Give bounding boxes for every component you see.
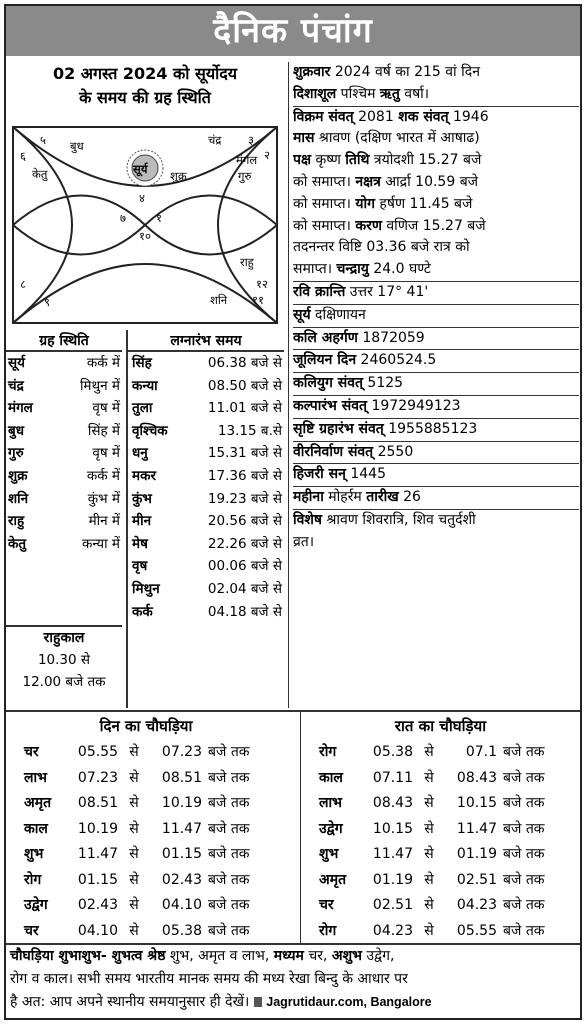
start-time: 04.23 bbox=[372, 922, 413, 939]
lagna-time: 11.01 बजे से bbox=[207, 400, 282, 417]
separator: से bbox=[424, 820, 434, 837]
house-number: २ bbox=[264, 148, 270, 162]
table-row bbox=[6, 868, 286, 894]
planet-lagna-columns bbox=[6, 330, 284, 708]
choghadiya-name: काल bbox=[24, 820, 48, 837]
suffix: बजे तक bbox=[503, 769, 545, 786]
separator: से bbox=[129, 846, 139, 862]
end-time: 07.23 bbox=[161, 744, 202, 760]
end-time: 01.19 bbox=[456, 846, 497, 862]
table-row bbox=[128, 488, 284, 511]
panchang-line: हिजरी सन् 1445 bbox=[293, 466, 387, 483]
start-time: 11.47 bbox=[77, 846, 118, 862]
footer-note bbox=[6, 943, 580, 1014]
planet-sign: मीन में bbox=[88, 513, 120, 530]
choghadiya-name: उद्वेग bbox=[24, 897, 48, 913]
kundli-title-line1: 02 अगस्त 2024 को सूर्योदय bbox=[52, 64, 238, 83]
table-row bbox=[6, 465, 122, 488]
end-time: 04.23 bbox=[456, 897, 497, 913]
choghadiya-name: रोग bbox=[24, 871, 42, 888]
choghadiya-name: रोग bbox=[319, 922, 337, 939]
raat-choghadiya bbox=[300, 712, 580, 944]
lagna-time: 22.26 बजे से bbox=[207, 535, 282, 552]
planet-shani: शनि bbox=[210, 293, 228, 307]
table-row bbox=[128, 442, 284, 465]
planet-name: बुध bbox=[8, 422, 25, 439]
house-number: ५ bbox=[40, 133, 46, 147]
planet-name: केतु bbox=[8, 535, 27, 552]
suffix: बजे तक bbox=[503, 846, 545, 862]
house-number: ९ bbox=[44, 295, 50, 309]
planet-name: शुक्र bbox=[8, 467, 28, 484]
table-row bbox=[128, 578, 284, 601]
planet-guru: गुरु bbox=[238, 169, 252, 183]
table-row bbox=[128, 601, 284, 624]
end-time: 11.47 bbox=[456, 820, 497, 837]
choghadiya-name: उद्वेग bbox=[319, 820, 343, 837]
house-number: १ bbox=[156, 211, 162, 225]
lagna-name: कर्क bbox=[132, 603, 153, 620]
table-row bbox=[6, 919, 286, 945]
lagna-name: वृश्चिक bbox=[132, 422, 168, 439]
planet-mangal: मंगल bbox=[236, 153, 258, 167]
planet-sign: कर्क में bbox=[86, 355, 120, 371]
choghadiya-name: शुभ bbox=[319, 846, 339, 862]
table-row bbox=[128, 533, 284, 556]
raat-choghadiya-heading: रात का चौघड़िया bbox=[394, 717, 487, 735]
planet-rahu: राहु bbox=[240, 255, 254, 269]
house-number: ३ bbox=[248, 133, 254, 147]
panchang-line: दिशाशूल पश्चिम ऋतु वर्षा। bbox=[293, 85, 430, 102]
choghadiya-name: लाभ bbox=[24, 769, 47, 786]
table-row bbox=[6, 893, 286, 919]
start-time: 02.43 bbox=[77, 897, 118, 913]
end-time: 04.10 bbox=[161, 897, 202, 913]
planet-shukra: शुक्र bbox=[170, 169, 187, 183]
lagna-time: 02.04 बजे से bbox=[207, 580, 282, 597]
planet-name: गुरु bbox=[8, 445, 24, 462]
table-row bbox=[301, 893, 580, 919]
footer-credit: Jagrutidaur.com, Bangalore bbox=[266, 995, 432, 1009]
start-time: 10.15 bbox=[372, 820, 413, 837]
planet-chandra: चंद्र bbox=[208, 133, 222, 147]
end-time: 11.47 bbox=[161, 820, 202, 837]
house-number: ६ bbox=[20, 149, 26, 163]
suffix: बजे तक bbox=[208, 744, 250, 760]
choghadiya-name: चर bbox=[24, 744, 39, 760]
table-row bbox=[6, 442, 122, 465]
choghadiya-name: अमृत bbox=[24, 795, 52, 811]
panchang-line: कलियुग संवत् 5125 bbox=[293, 375, 404, 392]
lagna-time: 19.23 बजे से bbox=[207, 490, 282, 507]
lagnarambh-heading: लग्नारंभ समय bbox=[128, 330, 284, 352]
separator: से bbox=[424, 769, 434, 786]
table-row bbox=[6, 791, 286, 817]
table-row bbox=[6, 375, 122, 398]
lagna-name: मीन bbox=[132, 513, 152, 530]
panchang-line: को समाप्त। योग हर्षण 11.45 बजे bbox=[293, 195, 473, 212]
table-row bbox=[128, 375, 284, 398]
rahukaal-heading: राहुकाल bbox=[43, 630, 85, 646]
start-time: 01.19 bbox=[372, 871, 413, 888]
end-time: 08.51 bbox=[161, 769, 202, 786]
lagna-time: 06.38 बजे से bbox=[207, 355, 282, 371]
panchang-details bbox=[288, 62, 580, 708]
table-row bbox=[6, 740, 286, 766]
house-number: ४ bbox=[139, 191, 145, 205]
separator: से bbox=[424, 897, 434, 913]
separator: से bbox=[424, 744, 434, 760]
table-row bbox=[128, 555, 284, 578]
suffix: बजे तक bbox=[503, 922, 545, 939]
lagna-name: मिथुन bbox=[132, 580, 160, 597]
lagna-name: कन्या bbox=[132, 377, 158, 394]
start-time: 05.55 bbox=[77, 744, 118, 760]
lagna-name: वृष bbox=[132, 558, 148, 575]
page-title: दैनिक पंचांग bbox=[6, 6, 580, 56]
sun-icon bbox=[127, 150, 163, 186]
start-time: 11.47 bbox=[372, 846, 413, 862]
panchang-line: को समाप्त। नक्षत्र आर्द्रा 10.59 बजे bbox=[293, 173, 479, 190]
separator: से bbox=[424, 846, 434, 862]
din-choghadiya bbox=[6, 712, 286, 944]
grah-sthiti-table bbox=[6, 330, 122, 690]
planet-budh: बुध bbox=[70, 139, 84, 153]
panchang-line: व्रत। bbox=[293, 533, 315, 550]
lagna-time: 15.31 बजे से bbox=[207, 445, 282, 462]
panchang-line: मास श्रावण (दक्षिण भारत में आषाढ) bbox=[293, 130, 480, 147]
planet-sign: सिंह में bbox=[87, 422, 120, 439]
end-time: 05.38 bbox=[161, 922, 202, 939]
panchang-line: कलि अहर्गण 1872059 bbox=[293, 329, 425, 346]
table-row bbox=[301, 868, 580, 894]
panchang-line: कल्पारंभ संवत् 1972949123 bbox=[293, 397, 461, 414]
panchang-line: सृष्टि ग्रहारंभ संवत् 1955885123 bbox=[293, 420, 478, 437]
choghadiya-name: चर bbox=[24, 922, 39, 939]
table-row bbox=[6, 817, 286, 843]
planet-sign: वृष में bbox=[92, 445, 120, 462]
table-row bbox=[6, 533, 122, 556]
start-time: 08.51 bbox=[77, 795, 118, 811]
table-row bbox=[6, 766, 286, 792]
table-row bbox=[301, 766, 580, 792]
planet-sign: कन्या में bbox=[81, 535, 120, 552]
table-row bbox=[128, 352, 284, 375]
panchang-line: तदनन्तर विष्टि 03.36 बजे रात्र को bbox=[293, 239, 470, 256]
panchang-line: समाप्त। चन्द्रायु 24.0 घण्टे bbox=[293, 261, 431, 278]
lagna-name: मेष bbox=[132, 535, 148, 552]
rahukaal-line1: 10.30 से bbox=[37, 652, 91, 668]
end-time: 10.15 bbox=[456, 795, 497, 811]
panchang-line: पक्ष कृष्ण तिथि त्रयोदशी 15.27 बजे bbox=[293, 152, 482, 169]
house-number: ११ bbox=[252, 293, 264, 307]
lagnarambh-table bbox=[126, 330, 284, 708]
panchang-line: महीना मोहर्रम तारीख 26 bbox=[293, 489, 421, 506]
separator: से bbox=[129, 897, 139, 913]
end-time: 05.55 bbox=[456, 922, 497, 939]
table-row bbox=[128, 510, 284, 533]
house-number: ८ bbox=[20, 277, 26, 291]
din-choghadiya-heading: दिन का चौघड़िया bbox=[99, 717, 193, 735]
suffix: बजे तक bbox=[503, 820, 545, 837]
separator: से bbox=[424, 922, 434, 939]
suffix: बजे तक bbox=[208, 769, 250, 786]
table-row bbox=[128, 397, 284, 420]
planet-name: राहु bbox=[8, 513, 25, 530]
table-row bbox=[6, 842, 286, 868]
start-time: 04.10 bbox=[77, 922, 118, 939]
panchang-line: शुक्रवार 2024 वर्ष का 215 वां दिन bbox=[293, 64, 480, 80]
bullet-icon bbox=[254, 997, 262, 1007]
table-row bbox=[6, 420, 122, 443]
choghadiya-name: चर bbox=[319, 897, 334, 913]
panchang-line: विशेष श्रावण शिवरात्रि, शिव चतुर्दशी bbox=[293, 511, 476, 528]
table-row bbox=[128, 420, 284, 443]
rahukaal-box bbox=[6, 625, 122, 693]
lagna-time: 00.06 बजे से bbox=[207, 558, 282, 575]
suffix: बजे तक bbox=[503, 871, 545, 888]
table-row bbox=[6, 488, 122, 511]
panchang-line: जूलियन दिन 2460524.5 bbox=[293, 352, 437, 369]
house-number: ७ bbox=[120, 211, 126, 225]
planet-name: सूर्य bbox=[8, 355, 25, 371]
end-time: 10.19 bbox=[161, 795, 202, 811]
planet-sign: वृष में bbox=[92, 400, 120, 417]
rahukaal-line2: 12.00 बजे तक bbox=[22, 674, 106, 690]
panchang-line: को समाप्त। करण वणिज 15.27 बजे bbox=[293, 217, 486, 234]
separator: से bbox=[129, 820, 139, 837]
separator: से bbox=[424, 795, 434, 811]
panchang-line: रवि क्रान्ति उत्तर 17° 41' bbox=[293, 283, 429, 300]
planet-sign: मिथुन में bbox=[79, 377, 120, 394]
lagna-time: 04.18 बजे से bbox=[207, 603, 282, 620]
lagna-time: 08.50 बजे से bbox=[207, 377, 282, 394]
suffix: बजे तक bbox=[503, 897, 545, 913]
panchang-line: विक्रम संवत् 2081 शक संवत् 1946 bbox=[293, 108, 489, 125]
lagna-name: सिंह bbox=[132, 355, 152, 371]
kundli-title bbox=[6, 62, 284, 110]
lagna-time: 17.36 बजे से bbox=[207, 467, 282, 484]
choghadiya-name: शुभ bbox=[24, 846, 44, 862]
suffix: बजे तक bbox=[208, 820, 250, 837]
end-time: 02.43 bbox=[161, 871, 202, 888]
kundli-title-line2: के समय की ग्रह स्थिति bbox=[79, 88, 211, 107]
planet-surya: सूर्य bbox=[133, 162, 148, 176]
lagna-name: तुला bbox=[132, 400, 153, 417]
lagna-name: धनु bbox=[132, 445, 148, 462]
suffix: बजे तक bbox=[208, 871, 250, 888]
separator: से bbox=[424, 871, 434, 888]
suffix: बजे तक bbox=[208, 846, 250, 862]
planet-sign: कुंभ में bbox=[87, 490, 120, 507]
planet-sign: कर्क में bbox=[86, 467, 120, 484]
start-time: 05.38 bbox=[372, 744, 413, 760]
choghadiya-section bbox=[6, 710, 580, 942]
choghadiya-name: रोग bbox=[319, 744, 337, 760]
suffix: बजे तक bbox=[208, 795, 250, 811]
separator: से bbox=[129, 795, 139, 811]
separator: से bbox=[129, 871, 139, 888]
start-time: 02.51 bbox=[372, 897, 413, 913]
separator: से bbox=[129, 744, 139, 760]
grah-sthiti-heading: ग्रह स्थिति bbox=[6, 330, 122, 352]
left-panel bbox=[6, 62, 284, 708]
choghadiya-name: लाभ bbox=[319, 795, 342, 811]
table-row bbox=[128, 465, 284, 488]
end-time: 08.43 bbox=[456, 769, 497, 786]
table-row bbox=[6, 397, 122, 420]
panchang-line: सूर्य दक्षिणायन bbox=[293, 306, 366, 323]
table-row bbox=[301, 791, 580, 817]
panchang-line: वीरनिर्वाण संवत् 2550 bbox=[293, 443, 414, 460]
separator: से bbox=[129, 769, 139, 786]
start-time: 07.23 bbox=[77, 769, 118, 786]
table-row bbox=[301, 919, 580, 945]
lagna-name: मकर bbox=[132, 467, 156, 484]
end-time: 01.15 bbox=[161, 846, 202, 862]
planet-ketu: केतु bbox=[32, 167, 48, 181]
planet-name: शनि bbox=[8, 490, 29, 507]
table-row bbox=[6, 510, 122, 533]
start-time: 01.15 bbox=[77, 871, 118, 888]
end-time: 02.51 bbox=[456, 871, 497, 888]
suffix: बजे तक bbox=[208, 922, 250, 939]
house-number: १० bbox=[139, 229, 151, 243]
start-time: 08.43 bbox=[372, 795, 413, 811]
footer-line1: चौघड़िया शुभाशुभ- शुभत्व श्रेष्ठ शुभ, अमृत व लाभ, मध्यम चर, अशुभ उद्वेग, bbox=[10, 948, 395, 964]
start-time: 10.19 bbox=[77, 820, 118, 837]
table-row bbox=[6, 352, 122, 375]
kundli-chart bbox=[12, 126, 278, 324]
choghadiya-name: काल bbox=[319, 769, 343, 786]
table-row bbox=[301, 740, 580, 766]
table-row bbox=[301, 817, 580, 843]
planet-name: चंद्र bbox=[8, 377, 24, 394]
separator: से bbox=[129, 922, 139, 939]
house-number: १२ bbox=[256, 277, 268, 291]
planet-name: मंगल bbox=[8, 400, 33, 417]
suffix: बजे तक bbox=[503, 795, 545, 811]
end-time: 07.1 bbox=[465, 744, 497, 760]
suffix: बजे तक bbox=[208, 897, 250, 913]
start-time: 07.11 bbox=[372, 769, 413, 786]
lagna-time: 13.15 ब.से bbox=[217, 422, 282, 439]
table-row bbox=[301, 842, 580, 868]
lagna-name: कुंभ bbox=[132, 490, 152, 507]
footer-line2: रोग व काल। सभी समय भारतीय मानक समय की मध्य रेखा बिन्दु के आधार पर bbox=[10, 971, 408, 987]
suffix: बजे तक bbox=[503, 744, 545, 760]
footer-line3: है अत: आप अपने स्थानीय समयानुसार ही देखें। Jagrutidaur.com, Bangalore bbox=[10, 994, 432, 1010]
choghadiya-name: अमृत bbox=[319, 871, 347, 888]
lagna-time: 20.56 बजे से bbox=[207, 513, 282, 530]
